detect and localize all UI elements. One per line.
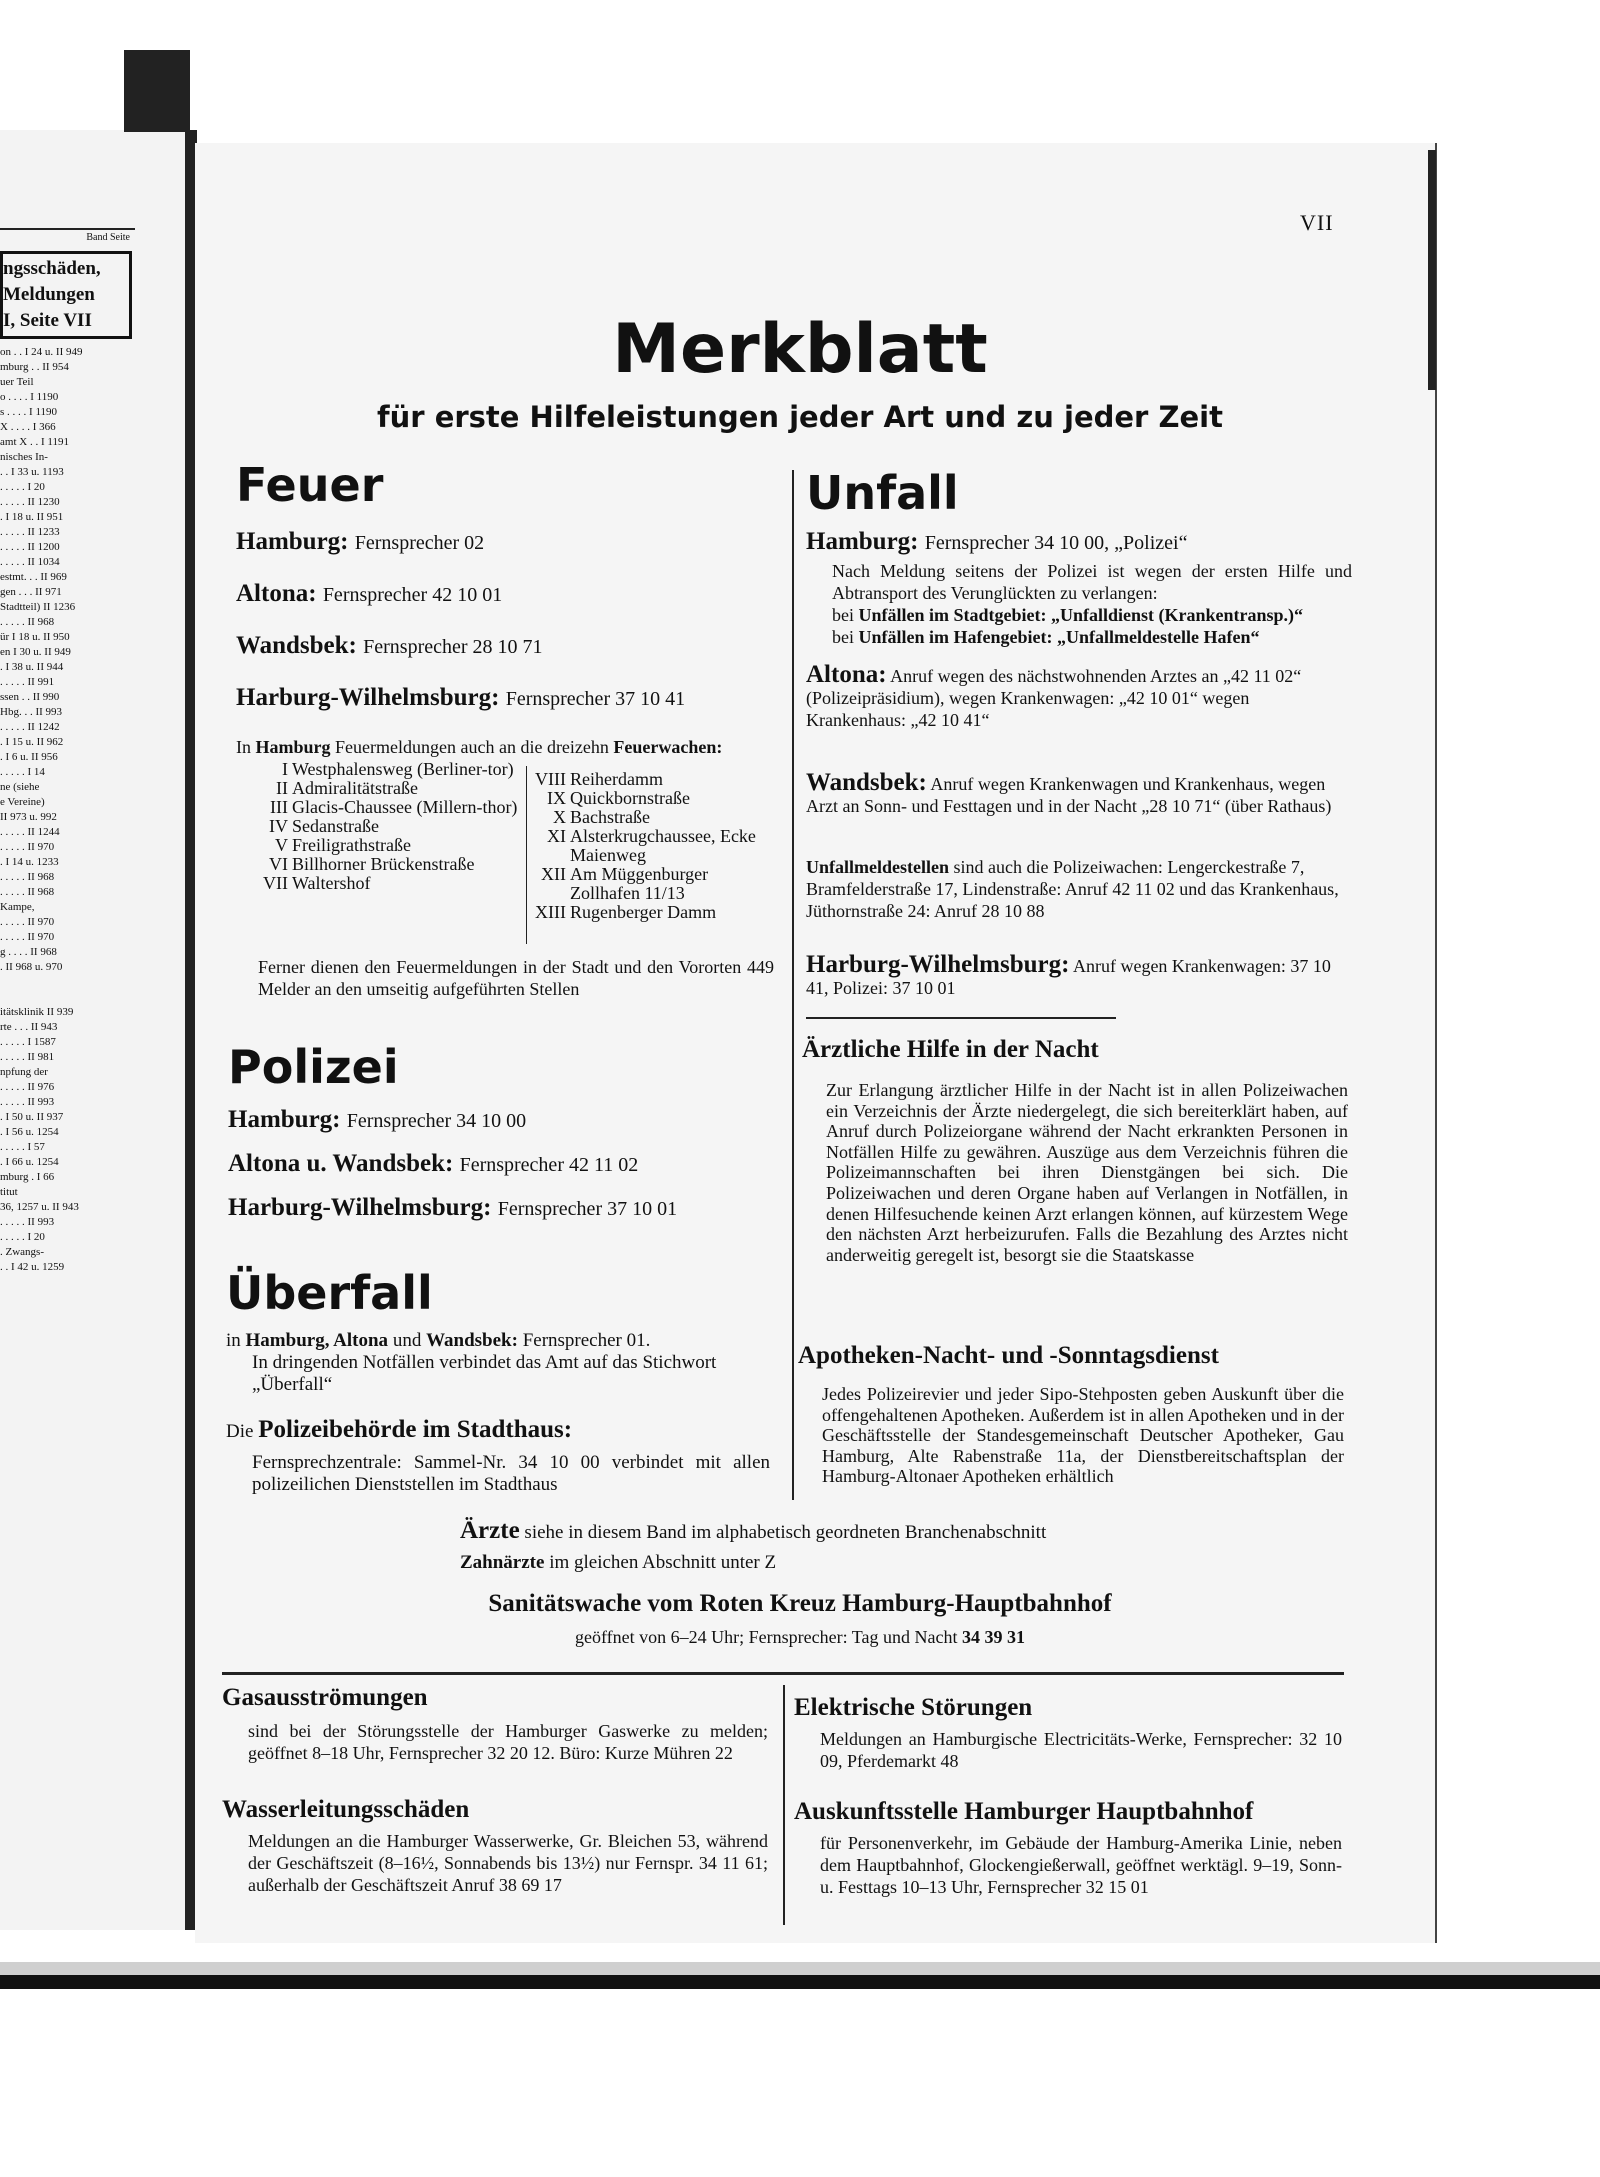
station-number: VI [269,854,288,874]
left-index-line: ür I 18 u. II 950 [0,631,70,643]
page-title: Merkblatt [612,310,988,389]
text-bold: Unfällen im Hafengebiet: [858,627,1053,647]
fire-station-row [262,817,527,836]
left-index-line: . . . . . II 981 [0,1051,55,1063]
left-index-line: . . . . . I 1587 [0,1036,56,1048]
left-index-line: . . . . . I 57 [0,1141,45,1153]
bottom-column-divider [783,1685,785,1925]
arzt-nacht-heading: Ärztliche Hilfe in der Nacht [802,1036,1099,1063]
station-number: X [553,807,566,827]
left-index-line: . . . . . II 1233 [0,526,60,538]
left-index-line: . . . . . II 968 [0,871,55,883]
left-index-line: estmt. . . II 969 [0,571,67,583]
text-bold: Zahnärzte [460,1552,545,1573]
text-bold: „Unfalldienst (Krankentransp.)“ [1051,605,1304,625]
phone-text: Fernsprecher 28 10 71 [363,636,543,658]
left-page-index [0,345,185,1275]
left-index-line: npfung der [0,1066,48,1078]
column-divider [792,470,794,1500]
phone-text: Fernsprecher 42 10 01 [322,584,503,606]
feuer-heading: Feuer [236,458,384,512]
station-name: Westphalensweg (Berliner-tor) [292,759,514,779]
station-name: Billhorner Brückenstraße [292,854,475,874]
sanitaet-heading: Sanitätswache vom Roten Kreuz Hamburg-Hauptbahnhof [488,1590,1112,1617]
left-index-line: . I 38 u. II 944 [0,661,64,673]
left-index-line: nisches In- [0,451,48,463]
text-bold: Unfallmeldestellen [806,857,949,877]
left-index-line: II 973 u. 992 [0,811,57,823]
station-name: Am Müggenburger Zollhafen 11/13 [570,864,709,903]
phone-text: Fernsprecher 02 [354,532,485,554]
left-index-line: . I 66 u. 1254 [0,1156,59,1168]
left-index-line: . . . . . II 1034 [0,556,60,568]
left-index-line: . . I 33 u. 1193 [0,466,64,478]
polizei-harburg [228,1194,677,1222]
left-index-line: . . . . . II 991 [0,676,55,688]
text-bold: Unfällen im Stadtgebiet: [858,605,1047,625]
aerzte-line [460,1517,1260,1544]
left-index-line: . I 18 u. II 951 [0,511,64,523]
left-index-line: . . . . . I 14 [0,766,45,778]
left-index-line: amt X . . I 1191 [0,436,69,448]
unfall-hamburg-note: Nach Meldung seitens der Polizei ist wegen der ersten Hilfe und Abtransport des Verunglückten zu verlangen: [832,561,1352,603]
city-label: Hamburg: [236,528,349,555]
text-span: Anruf wegen des nächstwohnenden Arztes an „42 11 02“ (Polizeipräsidium), wegen Krankenwagen: „42 10 01“ wegen Krankenhaus: „42 10 41“ [806,666,1302,730]
ueberfall-line1 [226,1330,771,1352]
left-box-line: Meldungen [3,284,95,305]
fire-stations-right [530,770,770,922]
left-index-line: o . . . . I 1190 [0,391,59,403]
text-span: siehe in diesem Band im alphabetisch geordneten Branchenabschnitt [524,1522,1047,1543]
station-name: Sedanstraße [292,816,379,836]
feuer-intro [236,736,781,758]
left-index-line: ne (siehe [0,781,40,793]
left-index-line: . . . . . II 968 [0,886,55,898]
left-index-line: . . I 42 u. 1259 [0,1261,65,1273]
left-index-line: . . . . . II 970 [0,916,55,928]
elektrisch-heading: Elektrische Störungen [794,1694,1033,1721]
city-label: Wandsbek: [806,769,927,796]
left-index-line: titut [0,1186,18,1198]
aerzte-label: Ärzte [460,1517,520,1544]
ueberfall-line2: In dringenden Notfällen verbindet das Amt auf das Stichwort „Überfall“ [252,1352,717,1395]
feuer-footer: Ferner dienen den Feuermeldungen in der Stadt und den Vororten 449 Melder an den umseitig aufgeführten Stellen [258,957,774,999]
polizei-heading: Polizei [228,1040,399,1094]
zahnaerzte-line [460,1552,1260,1574]
left-index-line: . . . . . II 993 [0,1216,55,1228]
city-label: Harburg-Wilhelmsburg: [806,951,1070,978]
station-name: Bachstraße [570,807,650,827]
polizei-altona [228,1150,638,1178]
city-label: Harburg-Wilhelmsburg: [236,684,500,711]
unfall-wandsbek [806,769,1352,817]
text-span: in [226,1330,241,1351]
station-number: III [270,797,288,817]
fire-stations-left [262,760,527,893]
left-index-line: 36, 1257 u. II 943 [0,1201,79,1213]
fire-station-row [530,789,770,808]
station-number: II [276,778,288,798]
polizei-hamburg [228,1106,526,1134]
fire-station-row [262,836,527,855]
left-index-line: mburg . I 66 [0,1171,55,1183]
apotheken-text: Jedes Polizeirevier und jeder Sipo-Stehposten geben Auskunft über die offengehaltenen Apotheken. Außerdem ist in allen Apotheken und in der Geschäftsstelle der Standesgemeinschaft Deutscher Apotheker, Gau Hamburg, Alte Rabenstraße 11a, der Dienstbereitschaftsplan der Hamburg-Altonaer Apotheken erhältlich [822,1384,1344,1487]
station-number: IV [269,816,288,836]
text-bold: Polizeibehörde im Stadthaus: [258,1416,573,1443]
left-index-line [0,975,185,990]
city-label: Hamburg: [228,1106,341,1133]
left-index-line: . . . . . I 20 [0,1231,45,1243]
bottom-edge [0,1975,1600,1989]
station-name: Reiherdamm [570,769,663,789]
text-bold: 34 39 31 [961,1627,1025,1647]
stations-divider [526,766,527,944]
left-page-header: Band Seite [86,232,130,243]
left-index-line: . I 56 u. 1254 [0,1126,59,1138]
text-bold: „Unfallmeldestelle Hafen“ [1056,627,1260,647]
left-index-line: itätsklinik II 939 [0,1006,74,1018]
phone-text: Fernsprecher 34 10 00, „Polizei“ [924,532,1188,554]
left-index-line: . . . . . I 20 [0,481,45,493]
page-number: VII [1300,210,1334,235]
wasser-text: Meldungen an die Hamburger Wasserwerke, Gr. Bleichen 53, während der Geschäftszeit (8–16½, Sonnabends bis 13½) nur Fernspr. 34 11 61; außerhalb der Geschäftszeit Anruf 38 69 17 [248,1831,768,1895]
elektrisch-text: Meldungen an Hamburgische Electricitäts-Werke, Fernsprecher: 32 10 09, Pferdemarkt 48 [820,1729,1342,1771]
fire-station-row [262,798,527,817]
unfall-hafen [832,626,1352,648]
intro-text: Feuermeldungen auch an die dreizehn [335,737,609,757]
left-index-line: Hbg. . . II 993 [0,706,63,718]
text-span: bei [832,605,854,625]
text-span: Anruf wegen Krankenwagen und Krankenhaus, wegen Arzt an Sonn- und Festtagen und in der Nacht „28 10 71“ (über Rathaus) [806,774,1332,816]
auskunft-text: für Personenverkehr, im Gebäude der Hamburg-Amerika Linie, neben dem Hauptbahnhof, Glockengießerwall, geöffnet werktägl. 9–19, Sonn- u. Festtags 10–13 Uhr, Fernsprecher 32 15 01 [820,1833,1342,1897]
unfall-rule [806,1017,1116,1019]
left-box-line: I, Seite VII [3,310,92,331]
fire-station-row [262,855,527,874]
bottom-shadow [0,1962,1600,1975]
text-span: Die [226,1421,254,1442]
behoerde-heading [226,1416,572,1444]
fire-station-row [530,827,770,865]
text-span: Fernsprecher 01. [522,1330,651,1351]
left-index-line: on . . I 24 u. II 949 [0,346,83,358]
left-index-line: . I 15 u. II 962 [0,736,64,748]
fire-station-row [530,865,770,903]
left-index-line: rte . . . II 943 [0,1021,58,1033]
station-name: Rugenberger Damm [570,902,717,922]
left-index-line: . . . . . II 968 [0,616,55,628]
left-index-line: . . . . . II 1242 [0,721,60,733]
text-span: Anruf wegen Krankenwagen: 37 10 41, Polizei: 37 10 01 [806,956,1331,998]
left-index-line: ssen . . II 990 [0,691,60,703]
feuer-harburg [236,684,685,712]
city-label: Hamburg: [806,528,919,555]
unfall-hamburg [806,528,1187,556]
feuer-altona [236,580,502,608]
station-name: Quickbornstraße [570,788,690,808]
behoerde-text: Fernsprechzentrale: Sammel-Nr. 34 10 00 verbindet mit allen polizeilichen Dienststellen im Stadthaus [252,1452,770,1495]
fire-station-row [262,779,527,798]
station-number: VIII [535,769,566,789]
wasser-heading: Wasserleitungsschäden [222,1796,470,1823]
feuer-wandsbek [236,632,543,660]
left-index-line: en I 30 u. II 949 [0,646,71,658]
text-span: bei [832,627,854,647]
intro-city: Hamburg [255,737,331,757]
fire-station-row [530,770,770,789]
station-name: Freiligrathstraße [292,835,411,855]
left-index-line: . . . . . II 993 [0,1096,55,1108]
gas-heading: Gasausströmungen [222,1684,428,1711]
text-bold: Hamburg, Altona [245,1330,389,1351]
left-index-line: s . . . . I 1190 [0,406,58,418]
left-index-line: e Vereine) [0,796,45,808]
left-index-line: g . . . . II 968 [0,946,57,958]
station-number: I [282,759,288,779]
left-index-line: uer Teil [0,376,34,388]
city-label: Altona: [806,661,887,688]
station-number: V [275,835,288,855]
intro-text: In [236,737,251,757]
left-index-line: . . . . . II 1200 [0,541,60,553]
left-index-line: . . . . . II 970 [0,931,55,943]
left-index-line: Stadtteil) II 1236 [0,601,76,613]
left-index-line: X . . . . I 366 [0,421,56,433]
fire-station-row [262,760,527,779]
station-number: IX [547,788,566,808]
station-number: XII [541,864,566,884]
city-label: Altona: [236,580,317,607]
page-subtitle: für erste Hilfeleistungen jeder Art und zu jeder Zeit [377,400,1223,434]
left-box-line: ngsschäden, [3,258,101,279]
station-name: Alsterkrugchaussee, Ecke Maienweg [570,826,756,865]
feuer-hamburg [236,528,484,556]
phone-text: Fernsprecher 37 10 01 [497,1198,678,1220]
unfall-harburg [806,951,1352,999]
fire-station-row [530,903,770,922]
left-index-line: . . . . . II 1230 [0,496,60,508]
fire-station-row [530,808,770,827]
text-bold: Wandsbek: [426,1330,518,1351]
city-label: Altona u. Wandsbek: [228,1150,454,1177]
intro-bold: Feuerwachen: [613,737,723,757]
left-index-line: . I 6 u. II 956 [0,751,58,763]
text-span: geöffnet von 6–24 Uhr; Fernsprecher: Tag und Nacht [575,1627,958,1647]
phone-text: Fernsprecher 42 11 02 [459,1154,639,1176]
apotheken-heading: Apotheken-Nacht- und -Sonntagsdienst [798,1342,1219,1369]
station-number: VII [263,873,288,893]
station-name: Admiralitätstraße [292,778,418,798]
left-index-line: . II 968 u. 970 [0,961,63,973]
sanitaet-text [0,1626,1600,1648]
text-span: im gleichen Abschnitt unter Z [549,1552,777,1573]
city-label: Harburg-Wilhelmsburg: [228,1194,492,1221]
phone-text: Fernsprecher 34 10 00 [346,1110,527,1132]
left-index-line: . Zwangs- [0,1246,44,1258]
binding-tab [124,50,190,132]
left-index-line: . . . . . II 970 [0,841,55,853]
left-index-line: Kampe, [0,901,35,913]
unfall-meldestellen [806,856,1352,922]
text-span: sind auch die Polizeiwachen: Lengerckestraße 7, Bramfelderstraße 17, Lindenstraße: Anruf 42 11 02 und das Krankenhaus, Jüthornstraße 24: Anruf 28 10 88 [806,857,1339,921]
bottom-section-rule [222,1672,1344,1675]
auskunft-heading: Auskunftsstelle Hamburger Hauptbahnhof [794,1798,1254,1825]
left-index-line: . . . . . II 976 [0,1081,55,1093]
arzt-nacht-text: Zur Erlangung ärztlicher Hilfe in der Nacht ist in allen Polizeiwachen ein Verzeichnis der Ärzte niedergelegt, die sich bereiterklärt haben, auf Anruf durch Polizeiorgane während der Nacht erkrankten Personen in Notfällen Hilfe zu gewähren. Auszüge aus dem Verzeichnis führen die Polizeimannschaften bei ihren Dienstgängen bei sich. Die Polizeiwachen und deren Organe haben auf Verlangen in Notfällen, in denen Hilfesuchende keinen Arzt erlangen können, auf kürzestem Wege den nächsten Arzt herbeizurufen. Falls die Bezahlung des Arztes nicht anderweitig geregelt ist, besorgt sie die Staatskasse [826,1080,1348,1265]
city-label: Wandsbek: [236,632,357,659]
left-index-line [0,990,185,1005]
left-index-line: . I 14 u. 1233 [0,856,59,868]
left-index-line: . I 50 u. II 937 [0,1111,64,1123]
unfall-altona [806,661,1352,731]
station-name: Waltershof [292,873,371,893]
station-number: XI [547,826,566,846]
ueberfall-heading: Überfall [226,1266,433,1320]
fire-station-row [262,874,527,893]
left-index-line: mburg . . II 954 [0,361,69,373]
station-name: Glacis-Chaussee (Millern-thor) [292,797,518,817]
left-index-line: gen . . . II 971 [0,586,62,598]
gas-text: sind bei der Störungsstelle der Hamburger Gaswerke zu melden; geöffnet 8–18 Uhr, Fernsprecher 32 20 12. Büro: Kurze Mühren 22 [248,1721,768,1763]
left-index-line: . . . . . II 1244 [0,826,60,838]
unfall-heading: Unfall [806,466,959,520]
phone-text: Fernsprecher 37 10 41 [505,688,686,710]
unfall-stadt [832,604,1352,626]
station-number: XIII [535,902,566,922]
text-span: und [392,1330,422,1351]
